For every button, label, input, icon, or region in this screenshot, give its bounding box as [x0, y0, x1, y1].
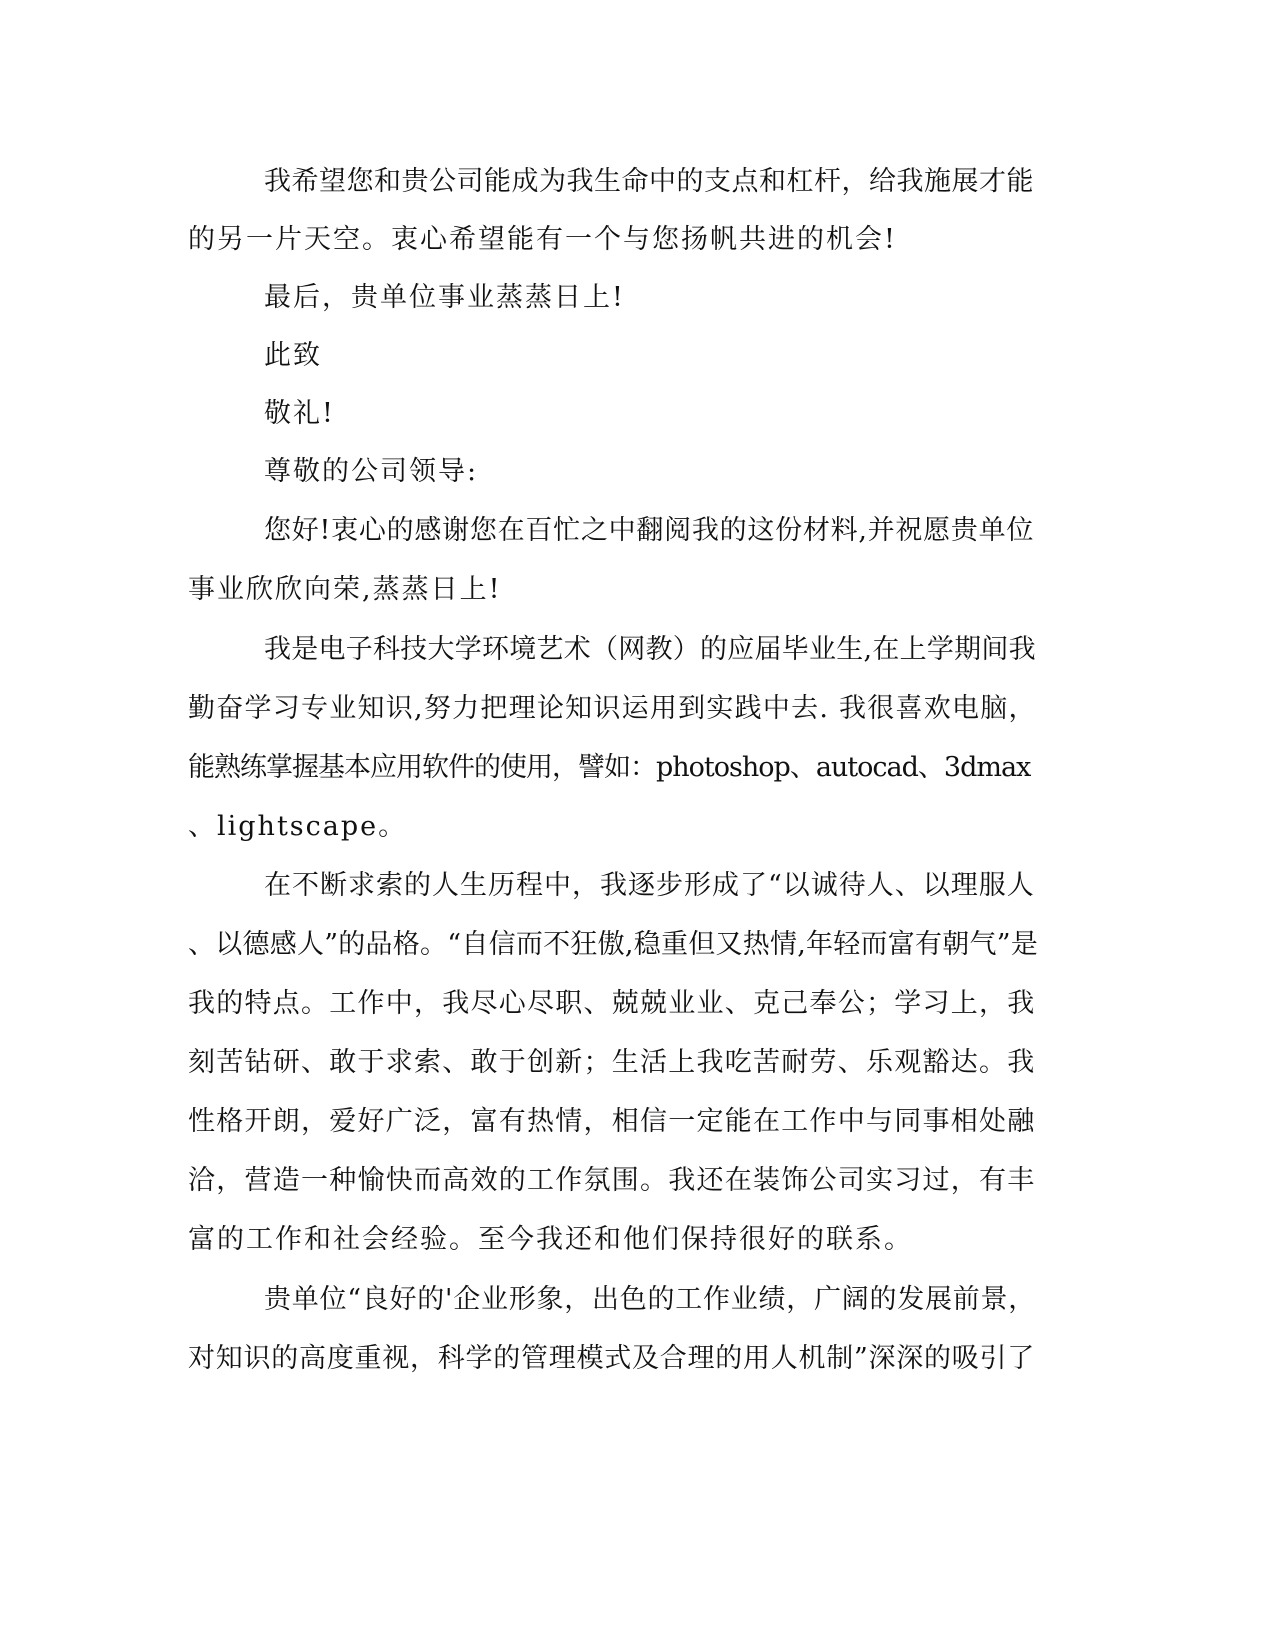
paragraph-line: 我希望您和贵公司能成为我生命中的支点和杠杆，给我施展才能: [264, 166, 1034, 197]
paragraph-line: 能熟练掌握基本应用软件的使用，譬如：photoshop、autocad、3dmax: [188, 752, 1031, 783]
paragraph-line: 的另一片天空。衷心希望能有一个与您扬帆共进的机会!: [188, 224, 897, 255]
paragraph-line: 富的工作和社会经验。至今我还和他们保持很好的联系。: [188, 1224, 913, 1255]
paragraph-line: 在不断求索的人生历程中，我逐步形成了“以诚待人、以理服人: [264, 870, 1035, 901]
paragraph-line: 勤奋学习专业知识,努力把理论知识运用到实践中去. 我很喜欢电脑，: [188, 693, 1037, 724]
paragraph-line: 对知识的高度重视，科学的管理模式及合理的用人机制”深深的吸引了: [188, 1343, 1036, 1374]
paragraph-line: 洽，营造一种愉快而高效的工作氛围。我还在装饰公司实习过，有丰: [188, 1165, 1036, 1196]
paragraph-line: 我的特点。工作中，我尽心尽职、兢兢业业、克己奉公；学习上，我: [188, 988, 1036, 1019]
greeting-line: 尊敬的公司领导:: [264, 456, 479, 487]
paragraph-line: 贵单位“良好的'企业形象，出色的工作业绩，广阔的发展前景，: [264, 1284, 1036, 1315]
closing-wish-line: 最后，贵单位事业蒸蒸日上!: [264, 282, 625, 313]
paragraph-line: 、lightscape。: [188, 811, 408, 842]
paragraph-line: 事业欣欣向荣,蒸蒸日上!: [188, 574, 502, 605]
salutation-line: 此致: [264, 340, 322, 371]
salutation-line: 敬礼!: [264, 398, 335, 429]
paragraph-line: 我是电子科技大学环境艺术（网教）的应届毕业生,在上学期间我: [264, 634, 1036, 665]
paragraph-line: 刻苦钻研、敢于求索、敢于创新；生活上我吃苦耐劳、乐观豁达。我: [188, 1047, 1036, 1078]
paragraph-line: 性格开朗，爱好广泛，富有热情，相信一定能在工作中与同事相处融: [188, 1106, 1036, 1137]
paragraph-line: 您好!衷心的感谢您在百忙之中翻阅我的这份材料,并祝愿贵单位: [264, 515, 1035, 546]
paragraph-line: 、以德感人”的品格。“自信而不狂傲,稳重但又热情,年轻而富有朝气”是: [188, 929, 1039, 960]
